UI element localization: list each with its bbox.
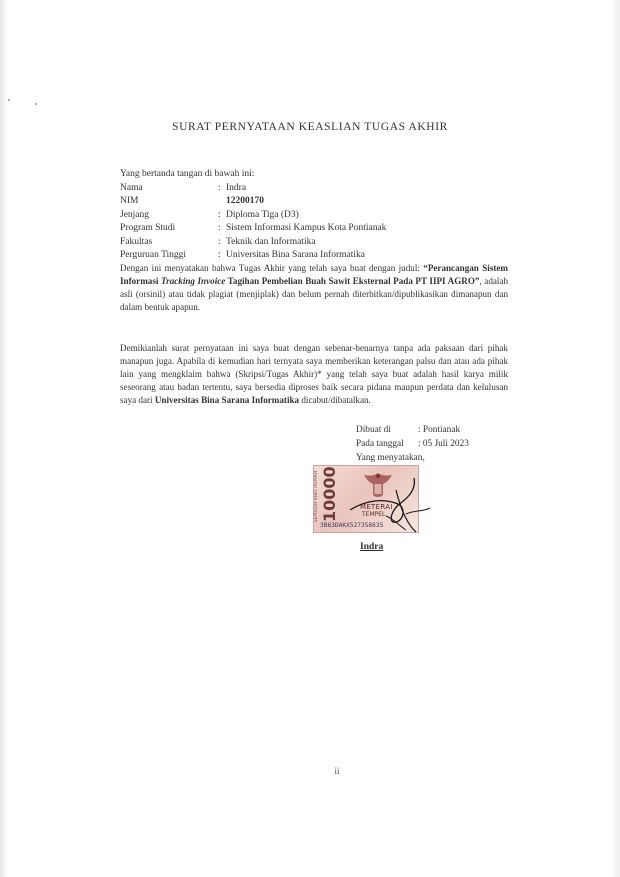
identity-value: Teknik dan Informatika [226, 236, 316, 247]
paragraph-text: Dengan ini menyatakan bahwa Tugas Akhir yang telah saya buat dengan judul: [120, 263, 424, 273]
thesis-title: Tagihan Pembelian Buah Sawit Eksternal Pada PT IIPI AGRO” [225, 275, 480, 286]
identity-label: Perguruan Tinggi [120, 249, 187, 260]
identity-value: Sistem Informasi Kampus Kota Pontianak [226, 223, 387, 234]
identity-table [120, 182, 386, 262]
identity-label: Jenjang [120, 209, 150, 220]
identity-row-faculty [120, 236, 386, 249]
thesis-title-italic: Tracking Invoice [160, 275, 226, 286]
identity-value: 12200170 [226, 196, 264, 207]
stamp-serial: 3B63DAKX527358635 [320, 522, 384, 529]
identity-value: Indra [226, 183, 247, 193]
scan-speck [8, 99, 10, 101]
identity-separator: : [218, 249, 221, 260]
signing-label: Pada tanggal [356, 439, 404, 449]
handwritten-signature-icon [346, 470, 436, 540]
paragraph-text: , adalah asli (orsinil) atau tidak plagiat (menjiplak) dan belum pernah diterbitkan/dipublikasikan dimanapun dan dalam bentuk apapun. [120, 275, 509, 312]
stamp-title: METERAI [360, 503, 393, 511]
identity-separator: : [218, 223, 221, 234]
identity-label: Program Studi [120, 223, 176, 234]
stamp-side-text: SEPULUH RIBU RUPIAH [314, 471, 319, 523]
paragraph-text: dicabut/dibatalkan. [299, 394, 371, 405]
closing-paragraph [120, 342, 508, 407]
signing-label: Dibuat di [356, 425, 391, 435]
stamp-subtitle: TEMPEL [362, 511, 386, 518]
identity-row-name [120, 182, 386, 195]
identity-value: Diploma Tiga (D3) [226, 209, 299, 220]
identity-separator: : [218, 183, 221, 193]
signing-date [356, 437, 469, 451]
signing-value: : 05 Juli 2023 [418, 439, 469, 449]
identity-row-program [120, 222, 386, 235]
signing-value: : Pontianak [418, 425, 461, 435]
identity-separator: : [218, 209, 221, 220]
identity-value: Universitas Bina Sarana Informatika [226, 249, 366, 260]
identity-row-nim [120, 195, 386, 208]
signing-statement: Yang menyatakan, [356, 453, 425, 463]
signing-place [356, 423, 469, 437]
thesis-title: “Perancangan Sistem Informasi [120, 263, 508, 286]
scan-speck [35, 103, 37, 105]
identity-row-level [120, 209, 386, 222]
university-name: Universitas Bina Sarana Informatika [154, 394, 300, 405]
signer-name: Indra [360, 542, 384, 552]
signing-details [356, 423, 469, 465]
identity-row-university [120, 249, 386, 262]
identity-label: NIM [120, 196, 139, 207]
page-number: ii [334, 766, 340, 776]
identity-label: Nama [120, 183, 143, 193]
statement-paragraph [120, 262, 508, 314]
intro-text: Yang bertanda tangan di bawah ini: [120, 169, 255, 179]
identity-separator: : [218, 236, 221, 247]
stamp-value: 10000 [320, 466, 339, 522]
paragraph-text: Demikianlah surat pernyataan ini saya buat dengan sebenar-benarnya tanpa ada paksaan dari pihak manapun juga. Apabila di kemudian hari ternyata saya memberikan keterangan palsu dan atau ada pihak lain yang mengklaim bahwa (Skripsi/Tugas Akhir)* yang telah saya buat adalah hasil karya milik seseorang atau badan tertentu, saya bersedia diproses baik secara pidana maupun perdata dan kelulusan saya dari [120, 343, 508, 405]
identity-label: Fakultas [120, 236, 153, 247]
document-title: SURAT PERNYATAAN KEASLIAN TUGAS AKHIR [172, 121, 448, 133]
